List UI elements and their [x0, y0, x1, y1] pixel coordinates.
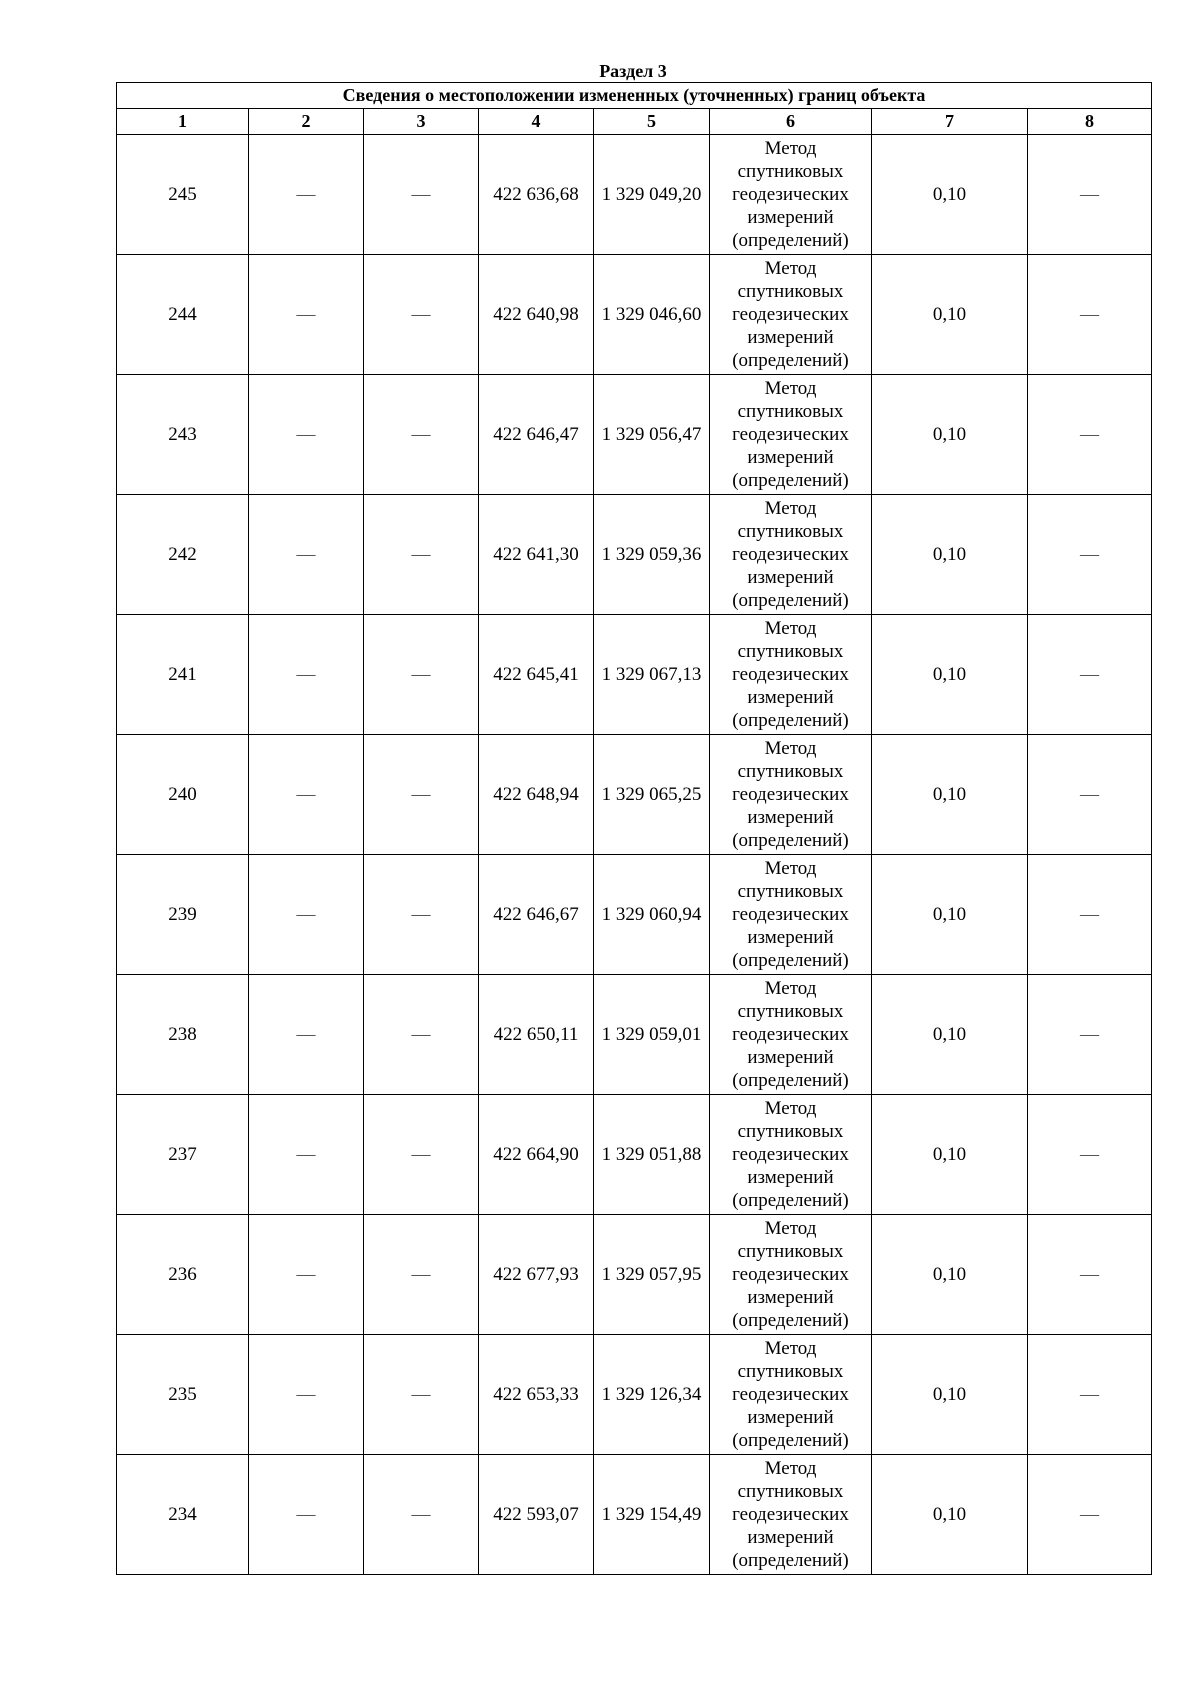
- accuracy-cell: 0,10: [872, 1095, 1028, 1215]
- table-row: [117, 855, 1152, 975]
- method-cell: Метод спутниковых геодезических измерений (определений): [710, 855, 872, 975]
- method-cell: Метод спутниковых геодезических измерений (определений): [710, 1335, 872, 1455]
- x-coordinate-cell: 422 646,67: [479, 855, 594, 975]
- accuracy-cell: 0,10: [872, 1335, 1028, 1455]
- accuracy-cell: 0,10: [872, 135, 1028, 255]
- y-coordinate-cell: 1 329 059,01: [594, 975, 710, 1095]
- method-cell: Метод спутниковых геодезических измерений (определений): [710, 1095, 872, 1215]
- column-number: 2: [249, 109, 364, 135]
- point-number-cell: 243: [117, 375, 249, 495]
- y-coordinate-cell: 1 329 046,60: [594, 255, 710, 375]
- column-8-cell: —: [1028, 735, 1152, 855]
- method-cell: Метод спутниковых геодезических измерений (определений): [710, 975, 872, 1095]
- table-row: [117, 975, 1152, 1095]
- x-coordinate-cell: 422 650,11: [479, 975, 594, 1095]
- y-coordinate-cell: 1 329 049,20: [594, 135, 710, 255]
- column-2-cell: —: [249, 1455, 364, 1575]
- method-cell: Метод спутниковых геодезических измерений (определений): [710, 135, 872, 255]
- column-number-row: [117, 109, 1152, 135]
- column-8-cell: —: [1028, 1335, 1152, 1455]
- accuracy-cell: 0,10: [872, 255, 1028, 375]
- method-cell: Метод спутниковых геодезических измерений (определений): [710, 1215, 872, 1335]
- column-3-cell: —: [364, 1215, 479, 1335]
- point-number-cell: 245: [117, 135, 249, 255]
- table-row: [117, 375, 1152, 495]
- column-8-cell: —: [1028, 975, 1152, 1095]
- accuracy-cell: 0,10: [872, 615, 1028, 735]
- x-coordinate-cell: 422 646,47: [479, 375, 594, 495]
- point-number-cell: 239: [117, 855, 249, 975]
- accuracy-cell: 0,10: [872, 495, 1028, 615]
- column-2-cell: —: [249, 375, 364, 495]
- column-2-cell: —: [249, 1335, 364, 1455]
- column-number: 6: [710, 109, 872, 135]
- column-number: 5: [594, 109, 710, 135]
- x-coordinate-cell: 422 640,98: [479, 255, 594, 375]
- column-number: 1: [117, 109, 249, 135]
- column-2-cell: —: [249, 1095, 364, 1215]
- point-number-cell: 241: [117, 615, 249, 735]
- column-3-cell: —: [364, 1095, 479, 1215]
- column-2-cell: —: [249, 255, 364, 375]
- column-2-cell: —: [249, 615, 364, 735]
- accuracy-cell: 0,10: [872, 975, 1028, 1095]
- column-8-cell: —: [1028, 255, 1152, 375]
- table-row: [117, 1095, 1152, 1215]
- point-number-cell: 236: [117, 1215, 249, 1335]
- x-coordinate-cell: 422 653,33: [479, 1335, 594, 1455]
- column-8-cell: —: [1028, 615, 1152, 735]
- column-3-cell: —: [364, 735, 479, 855]
- table-row: [117, 495, 1152, 615]
- section-title: Раздел 3: [599, 61, 667, 81]
- column-3-cell: —: [364, 495, 479, 615]
- column-3-cell: —: [364, 615, 479, 735]
- x-coordinate-cell: 422 636,68: [479, 135, 594, 255]
- method-cell: Метод спутниковых геодезических измерений (определений): [710, 735, 872, 855]
- method-cell: Метод спутниковых геодезических измерений (определений): [710, 615, 872, 735]
- point-number-cell: 234: [117, 1455, 249, 1575]
- point-number-cell: 237: [117, 1095, 249, 1215]
- x-coordinate-cell: 422 677,93: [479, 1215, 594, 1335]
- table-row: [117, 735, 1152, 855]
- column-8-cell: —: [1028, 1455, 1152, 1575]
- column-2-cell: —: [249, 735, 364, 855]
- point-number-cell: 242: [117, 495, 249, 615]
- point-number-cell: 235: [117, 1335, 249, 1455]
- x-coordinate-cell: 422 641,30: [479, 495, 594, 615]
- column-3-cell: —: [364, 855, 479, 975]
- table-caption-row: [117, 83, 1152, 109]
- table-row: [117, 1335, 1152, 1455]
- column-8-cell: —: [1028, 375, 1152, 495]
- column-3-cell: —: [364, 975, 479, 1095]
- y-coordinate-cell: 1 329 051,88: [594, 1095, 710, 1215]
- method-cell: Метод спутниковых геодезических измерений (определений): [710, 495, 872, 615]
- column-2-cell: —: [249, 855, 364, 975]
- column-3-cell: —: [364, 1455, 479, 1575]
- accuracy-cell: 0,10: [872, 1455, 1028, 1575]
- method-cell: Метод спутниковых геодезических измерений (определений): [710, 1455, 872, 1575]
- column-2-cell: —: [249, 975, 364, 1095]
- column-8-cell: —: [1028, 1095, 1152, 1215]
- column-3-cell: —: [364, 135, 479, 255]
- column-2-cell: —: [249, 1215, 364, 1335]
- y-coordinate-cell: 1 329 065,25: [594, 735, 710, 855]
- column-2-cell: —: [249, 135, 364, 255]
- y-coordinate-cell: 1 329 057,95: [594, 1215, 710, 1335]
- point-number-cell: 238: [117, 975, 249, 1095]
- x-coordinate-cell: 422 645,41: [479, 615, 594, 735]
- method-cell: Метод спутниковых геодезических измерений (определений): [710, 375, 872, 495]
- point-number-cell: 244: [117, 255, 249, 375]
- accuracy-cell: 0,10: [872, 855, 1028, 975]
- y-coordinate-cell: 1 329 154,49: [594, 1455, 710, 1575]
- table-caption: Сведения о местоположении измененных (уточненных) границ объекта: [117, 83, 1152, 109]
- x-coordinate-cell: 422 664,90: [479, 1095, 594, 1215]
- table-row: [117, 615, 1152, 735]
- boundary-coordinates-table: [116, 82, 1152, 1575]
- column-number: 8: [1028, 109, 1152, 135]
- accuracy-cell: 0,10: [872, 375, 1028, 495]
- column-8-cell: —: [1028, 1215, 1152, 1335]
- point-number-cell: 240: [117, 735, 249, 855]
- column-number: 7: [872, 109, 1028, 135]
- y-coordinate-cell: 1 329 056,47: [594, 375, 710, 495]
- column-2-cell: —: [249, 495, 364, 615]
- table-row: [117, 135, 1152, 255]
- column-8-cell: —: [1028, 495, 1152, 615]
- column-number: 4: [479, 109, 594, 135]
- y-coordinate-cell: 1 329 059,36: [594, 495, 710, 615]
- y-coordinate-cell: 1 329 060,94: [594, 855, 710, 975]
- column-number: 3: [364, 109, 479, 135]
- column-3-cell: —: [364, 255, 479, 375]
- table-row: [117, 255, 1152, 375]
- column-8-cell: —: [1028, 855, 1152, 975]
- y-coordinate-cell: 1 329 126,34: [594, 1335, 710, 1455]
- column-3-cell: —: [364, 1335, 479, 1455]
- y-coordinate-cell: 1 329 067,13: [594, 615, 710, 735]
- table-row: [117, 1215, 1152, 1335]
- x-coordinate-cell: 422 648,94: [479, 735, 594, 855]
- x-coordinate-cell: 422 593,07: [479, 1455, 594, 1575]
- accuracy-cell: 0,10: [872, 1215, 1028, 1335]
- accuracy-cell: 0,10: [872, 735, 1028, 855]
- column-3-cell: —: [364, 375, 479, 495]
- table-row: [117, 1455, 1152, 1575]
- column-8-cell: —: [1028, 135, 1152, 255]
- method-cell: Метод спутниковых геодезических измерений (определений): [710, 255, 872, 375]
